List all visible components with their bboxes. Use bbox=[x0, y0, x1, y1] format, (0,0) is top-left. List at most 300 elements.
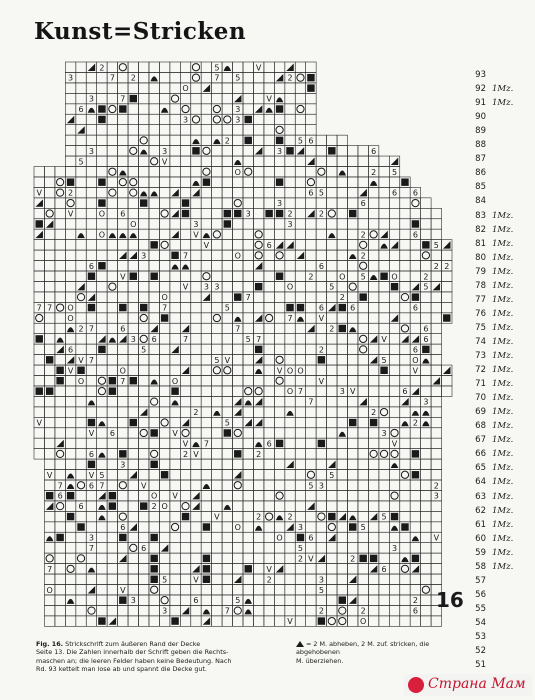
grid-cell bbox=[253, 376, 263, 386]
grid-cell bbox=[180, 167, 190, 177]
grid-cell bbox=[389, 365, 399, 375]
grid-cell bbox=[44, 428, 54, 438]
grid-cell bbox=[191, 208, 201, 218]
grid-cell bbox=[389, 344, 399, 354]
grid-cell bbox=[431, 616, 441, 626]
grid-cell bbox=[128, 313, 138, 323]
mz-label: 1Mz. bbox=[492, 210, 514, 221]
grid-cell bbox=[400, 449, 410, 459]
yarn-over-icon bbox=[318, 168, 325, 175]
stitch-symbol: V bbox=[266, 564, 272, 574]
grid-cell bbox=[86, 595, 96, 605]
yarn-over-icon bbox=[67, 199, 74, 206]
row-number: 61 bbox=[475, 519, 486, 530]
grid-cell bbox=[222, 553, 232, 563]
grid-cell bbox=[295, 449, 305, 459]
stitch-symbol: 7 bbox=[162, 303, 168, 313]
filled-square-icon bbox=[119, 450, 126, 457]
grid-cell bbox=[421, 501, 431, 511]
grid-cell bbox=[107, 553, 117, 563]
yarn-over-icon bbox=[360, 241, 367, 248]
grid-cell bbox=[358, 480, 368, 490]
grid-cell bbox=[212, 93, 222, 103]
triangle-icon bbox=[171, 346, 178, 353]
grid-cell bbox=[410, 511, 420, 521]
grid-cell bbox=[327, 344, 337, 354]
grid-cell bbox=[264, 595, 274, 605]
filled-square-icon bbox=[161, 314, 168, 321]
grid-cell bbox=[389, 219, 399, 229]
grid-cell bbox=[128, 292, 138, 302]
grid-cell bbox=[107, 543, 117, 553]
grid-cell bbox=[76, 574, 86, 584]
stitch-symbol: O bbox=[67, 314, 74, 324]
grid-cell bbox=[306, 564, 316, 574]
grid-cell bbox=[368, 156, 378, 166]
triangle-icon bbox=[182, 607, 189, 614]
stitch-symbol: O bbox=[234, 251, 241, 261]
yarn-over-icon bbox=[307, 471, 314, 478]
grid-cell bbox=[264, 114, 274, 124]
grid-cell bbox=[264, 365, 274, 375]
grid-cell bbox=[348, 532, 358, 542]
grid-cell bbox=[170, 292, 180, 302]
yarn-over-icon bbox=[401, 565, 408, 572]
grid-cell bbox=[86, 438, 96, 448]
grid-cell bbox=[306, 292, 316, 302]
arch-decrease-icon bbox=[370, 275, 377, 280]
grid-cell bbox=[107, 292, 117, 302]
grid-cell bbox=[86, 553, 96, 563]
grid-cell bbox=[180, 522, 190, 532]
stitch-symbol: 2 bbox=[444, 261, 450, 271]
yarn-over-icon bbox=[182, 429, 189, 436]
grid-cell bbox=[264, 501, 274, 511]
grid-cell bbox=[159, 449, 169, 459]
stitch-symbol: 5 bbox=[308, 481, 314, 491]
grid-cell bbox=[170, 72, 180, 82]
yarn-over-icon bbox=[213, 116, 220, 123]
grid-cell bbox=[65, 104, 75, 114]
grid-cell bbox=[159, 219, 169, 229]
grid-cell bbox=[253, 83, 263, 93]
yarn-over-icon bbox=[349, 283, 356, 290]
grid-cell bbox=[86, 511, 96, 521]
grid-cell bbox=[274, 302, 284, 312]
grid-cell bbox=[327, 187, 337, 197]
grid-cell bbox=[149, 93, 159, 103]
grid-cell bbox=[55, 417, 65, 427]
grid-cell bbox=[295, 564, 305, 574]
grid-cell bbox=[358, 177, 368, 187]
grid-cell bbox=[233, 281, 243, 291]
grid-cell bbox=[253, 532, 263, 542]
grid-cell bbox=[295, 240, 305, 250]
grid-cell bbox=[348, 365, 358, 375]
grid-cell bbox=[191, 585, 201, 595]
stitch-symbol: 5 bbox=[381, 512, 387, 522]
yarn-over-icon bbox=[276, 377, 283, 384]
arch-decrease-icon bbox=[234, 160, 241, 165]
grid-cell bbox=[274, 281, 284, 291]
grid-cell bbox=[410, 522, 420, 532]
stitch-symbol: 6 bbox=[412, 188, 418, 198]
grid-cell bbox=[128, 585, 138, 595]
stitch-symbol: V bbox=[412, 366, 419, 376]
grid-cell bbox=[55, 407, 65, 417]
grid-cell bbox=[159, 72, 169, 82]
grid-cell bbox=[170, 605, 180, 615]
grid-cell bbox=[107, 135, 117, 145]
grid-cell bbox=[118, 135, 128, 145]
filled-square-icon bbox=[380, 273, 387, 280]
grid-cell bbox=[222, 480, 232, 490]
grid-cell bbox=[431, 543, 441, 553]
grid-cell bbox=[337, 344, 347, 354]
arch-decrease-icon bbox=[192, 442, 199, 447]
triangle-icon bbox=[98, 335, 105, 342]
stitch-symbol: 5 bbox=[224, 418, 230, 428]
arch-decrease-icon bbox=[349, 327, 356, 332]
grid-cell bbox=[233, 417, 243, 427]
grid-cell bbox=[55, 585, 65, 595]
grid-cell bbox=[306, 198, 316, 208]
grid-cell bbox=[222, 261, 232, 271]
yarn-over-icon bbox=[276, 126, 283, 133]
grid-cell bbox=[348, 376, 358, 386]
grid-cell bbox=[285, 428, 295, 438]
grid-cell bbox=[149, 313, 159, 323]
grid-cell bbox=[118, 292, 128, 302]
grid-cell bbox=[379, 605, 389, 615]
filled-square-icon bbox=[286, 304, 293, 311]
stitch-symbol: O bbox=[339, 272, 346, 282]
stitch-symbol: 7 bbox=[287, 314, 293, 324]
filled-square-icon bbox=[119, 105, 126, 112]
grid-cell bbox=[368, 386, 378, 396]
filled-square-icon bbox=[36, 335, 43, 342]
grid-cell bbox=[285, 177, 295, 187]
stitch-symbol: 5 bbox=[245, 334, 251, 344]
grid-cell bbox=[76, 302, 86, 312]
grid-cell bbox=[233, 355, 243, 365]
stitch-symbol: 3 bbox=[130, 334, 136, 344]
mz-label: 1Mz. bbox=[492, 421, 514, 432]
grid-cell bbox=[201, 344, 211, 354]
filled-square-icon bbox=[130, 273, 137, 280]
mz-label: 1Mz. bbox=[492, 519, 514, 530]
triangle-icon bbox=[203, 617, 210, 624]
arch-decrease-icon bbox=[297, 317, 304, 322]
grid-cell bbox=[253, 187, 263, 197]
arch-decrease-icon bbox=[339, 170, 346, 175]
grid-cell bbox=[389, 585, 399, 595]
yarn-over-icon bbox=[297, 74, 304, 81]
grid-cell bbox=[348, 470, 358, 480]
grid-cell bbox=[191, 271, 201, 281]
triangle-icon bbox=[443, 241, 450, 248]
grid-cell bbox=[442, 376, 452, 386]
grid-cell bbox=[201, 501, 211, 511]
grid-cell bbox=[337, 156, 347, 166]
stitch-symbol: V bbox=[182, 439, 189, 449]
grid-cell bbox=[97, 532, 107, 542]
grid-cell bbox=[107, 522, 117, 532]
grid-cell bbox=[97, 125, 107, 135]
grid-cell bbox=[348, 585, 358, 595]
grid-cell bbox=[274, 470, 284, 480]
grid-cell bbox=[253, 323, 263, 333]
row-number: 82 bbox=[475, 224, 486, 235]
grid-cell bbox=[243, 438, 253, 448]
grid-cell bbox=[253, 564, 263, 574]
grid-cell bbox=[212, 125, 222, 135]
filled-square-icon bbox=[380, 367, 387, 374]
grid-cell bbox=[400, 250, 410, 260]
grid-cell bbox=[243, 104, 253, 114]
grid-cell bbox=[306, 438, 316, 448]
grid-cell bbox=[348, 240, 358, 250]
grid-cell bbox=[76, 564, 86, 574]
yarn-over-icon bbox=[339, 607, 346, 614]
stitch-symbol: 6 bbox=[266, 240, 272, 250]
grid-cell bbox=[86, 281, 96, 291]
grid-cell bbox=[97, 407, 107, 417]
grid-cell bbox=[180, 93, 190, 103]
yarn-over-icon bbox=[360, 262, 367, 269]
filled-square-icon bbox=[98, 199, 105, 206]
grid-cell bbox=[180, 135, 190, 145]
stitch-symbol: 5 bbox=[235, 596, 241, 606]
yarn-over-icon bbox=[130, 544, 137, 551]
stitch-symbol: 7 bbox=[182, 334, 189, 344]
grid-cell bbox=[222, 522, 232, 532]
grid-cell bbox=[149, 543, 159, 553]
yarn-over-icon bbox=[119, 482, 126, 489]
grid-cell bbox=[274, 323, 284, 333]
filled-square-icon bbox=[328, 513, 335, 520]
grid-cell bbox=[285, 564, 295, 574]
stitch-symbol: 3 bbox=[391, 543, 398, 553]
grid-cell bbox=[159, 376, 169, 386]
grid-cell bbox=[76, 459, 86, 469]
stitch-symbol: 5 bbox=[141, 345, 147, 355]
grid-cell bbox=[368, 302, 378, 312]
grid-cell bbox=[118, 501, 128, 511]
grid-cell bbox=[243, 522, 253, 532]
figure-caption bbox=[36, 640, 286, 674]
grid-cell bbox=[149, 104, 159, 114]
grid-cell bbox=[295, 271, 305, 281]
grid-cell bbox=[212, 417, 222, 427]
triangle-icon bbox=[276, 565, 283, 572]
grid-cell bbox=[368, 313, 378, 323]
filled-square-icon bbox=[401, 523, 408, 530]
grid-cell bbox=[400, 281, 410, 291]
yarn-over-icon bbox=[224, 116, 231, 123]
grid-cell bbox=[107, 449, 117, 459]
stitch-symbol: V bbox=[308, 554, 314, 564]
yarn-over-icon bbox=[109, 105, 116, 112]
grid-cell bbox=[97, 302, 107, 312]
filled-square-icon bbox=[276, 178, 283, 185]
stitch-symbol: 3 bbox=[318, 575, 324, 585]
grid-cell bbox=[295, 334, 305, 344]
triangle-icon bbox=[171, 231, 178, 238]
grid-cell bbox=[180, 459, 190, 469]
grid-cell bbox=[264, 281, 274, 291]
grid-cell bbox=[337, 407, 347, 417]
grid-cell bbox=[285, 250, 295, 260]
stitch-symbol: V bbox=[67, 209, 74, 219]
grid-cell bbox=[212, 323, 222, 333]
grid-cell bbox=[86, 250, 96, 260]
grid-cell bbox=[431, 313, 441, 323]
grid-cell bbox=[55, 198, 65, 208]
grid-cell bbox=[379, 376, 389, 386]
grid-cell bbox=[327, 595, 337, 605]
triangle-icon bbox=[433, 377, 440, 384]
grid-cell bbox=[285, 125, 295, 135]
stitch-symbol: 3 bbox=[130, 596, 136, 606]
yarn-over-icon bbox=[130, 179, 137, 186]
grid-cell bbox=[149, 605, 159, 615]
grid-cell bbox=[327, 271, 337, 281]
grid-cell bbox=[358, 428, 368, 438]
grid-cell bbox=[149, 355, 159, 365]
yarn-over-icon bbox=[98, 377, 105, 384]
grid-cell bbox=[76, 313, 86, 323]
grid-cell bbox=[379, 490, 389, 500]
grid-cell bbox=[149, 198, 159, 208]
grid-cell bbox=[180, 355, 190, 365]
grid-cell bbox=[233, 302, 243, 312]
stitch-symbol: V bbox=[214, 512, 220, 522]
grid-cell bbox=[107, 208, 117, 218]
grid-cell bbox=[233, 543, 243, 553]
grid-cell bbox=[44, 281, 54, 291]
triangle-icon bbox=[443, 367, 450, 374]
grid-cell bbox=[337, 543, 347, 553]
grid-cell bbox=[389, 177, 399, 187]
grid-cell bbox=[191, 313, 201, 323]
yarn-over-icon bbox=[151, 586, 158, 593]
grid-cell bbox=[410, 313, 420, 323]
grid-cell bbox=[149, 438, 159, 448]
grid-cell bbox=[149, 344, 159, 354]
grid-cell bbox=[55, 428, 65, 438]
triangle-icon bbox=[370, 335, 377, 342]
grid-cell bbox=[44, 407, 54, 417]
grid-cell bbox=[358, 543, 368, 553]
grid-cell bbox=[316, 240, 326, 250]
grid-cell bbox=[379, 323, 389, 333]
grid-cell bbox=[358, 323, 368, 333]
grid-cell bbox=[159, 93, 169, 103]
grid-cell bbox=[222, 334, 232, 344]
filled-square-icon bbox=[161, 471, 168, 478]
triangle-icon bbox=[412, 387, 419, 394]
grid-cell bbox=[264, 585, 274, 595]
grid-cell bbox=[233, 229, 243, 239]
stitch-symbol: 6 bbox=[88, 449, 95, 459]
mz-label: 1Mz. bbox=[492, 449, 514, 460]
stitch-symbol: 2 bbox=[256, 512, 262, 522]
grid-cell bbox=[348, 459, 358, 469]
grid-cell bbox=[97, 605, 107, 615]
yarn-over-icon bbox=[328, 523, 335, 530]
grid-cell bbox=[306, 62, 316, 72]
row-number: 92 bbox=[475, 84, 486, 95]
grid-cell bbox=[316, 198, 326, 208]
grid-cell bbox=[180, 229, 190, 239]
grid-cell bbox=[337, 376, 347, 386]
stitch-symbol: 2 bbox=[371, 167, 377, 177]
grid-cell bbox=[76, 396, 86, 406]
grid-cell bbox=[368, 532, 378, 542]
grid-cell bbox=[86, 156, 96, 166]
stitch-symbol: 2 bbox=[99, 63, 105, 73]
grid-cell bbox=[201, 135, 211, 145]
grid-cell bbox=[149, 62, 159, 72]
grid-cell bbox=[295, 511, 305, 521]
yarn-over-icon bbox=[109, 189, 116, 196]
grid-cell bbox=[170, 595, 180, 605]
grid-cell bbox=[97, 543, 107, 553]
stitch-symbol: 6 bbox=[78, 502, 84, 512]
filled-square-icon bbox=[234, 293, 241, 300]
grid-cell bbox=[274, 156, 284, 166]
grid-cell bbox=[201, 543, 211, 553]
grid-cell bbox=[212, 376, 222, 386]
grid-cell bbox=[327, 438, 337, 448]
yarn-over-icon bbox=[88, 607, 95, 614]
grid-cell bbox=[212, 574, 222, 584]
grid-cell bbox=[431, 219, 441, 229]
grid-cell bbox=[201, 198, 211, 208]
triangle-icon bbox=[255, 356, 262, 363]
grid-cell bbox=[34, 177, 44, 187]
grid-cell bbox=[128, 198, 138, 208]
grid-cell bbox=[243, 72, 253, 82]
grid-cell bbox=[253, 125, 263, 135]
stitch-symbol: 2 bbox=[318, 606, 324, 616]
grid-cell bbox=[201, 104, 211, 114]
grid-cell bbox=[118, 125, 128, 135]
grid-cell bbox=[212, 501, 222, 511]
grid-cell bbox=[389, 302, 399, 312]
grid-cell bbox=[358, 376, 368, 386]
mz-label: 1Mz. bbox=[492, 533, 514, 544]
stitch-symbol: 6 bbox=[120, 209, 126, 219]
filled-square-icon bbox=[297, 304, 304, 311]
grid-cell bbox=[76, 208, 86, 218]
arch-decrease-icon bbox=[234, 317, 241, 322]
grid-cell bbox=[159, 167, 169, 177]
grid-cell bbox=[86, 72, 96, 82]
arch-decrease-icon bbox=[245, 599, 252, 604]
grid-cell bbox=[337, 501, 347, 511]
stitch-symbol: 2 bbox=[339, 293, 345, 303]
grid-cell bbox=[243, 229, 253, 239]
stitch-symbol: 2 bbox=[318, 345, 324, 355]
grid-cell bbox=[316, 146, 326, 156]
grid-cell bbox=[159, 261, 169, 271]
grid-cell bbox=[400, 198, 410, 208]
grid-cell bbox=[243, 532, 253, 542]
grid-cell bbox=[253, 292, 263, 302]
arch-decrease-icon bbox=[150, 76, 157, 81]
